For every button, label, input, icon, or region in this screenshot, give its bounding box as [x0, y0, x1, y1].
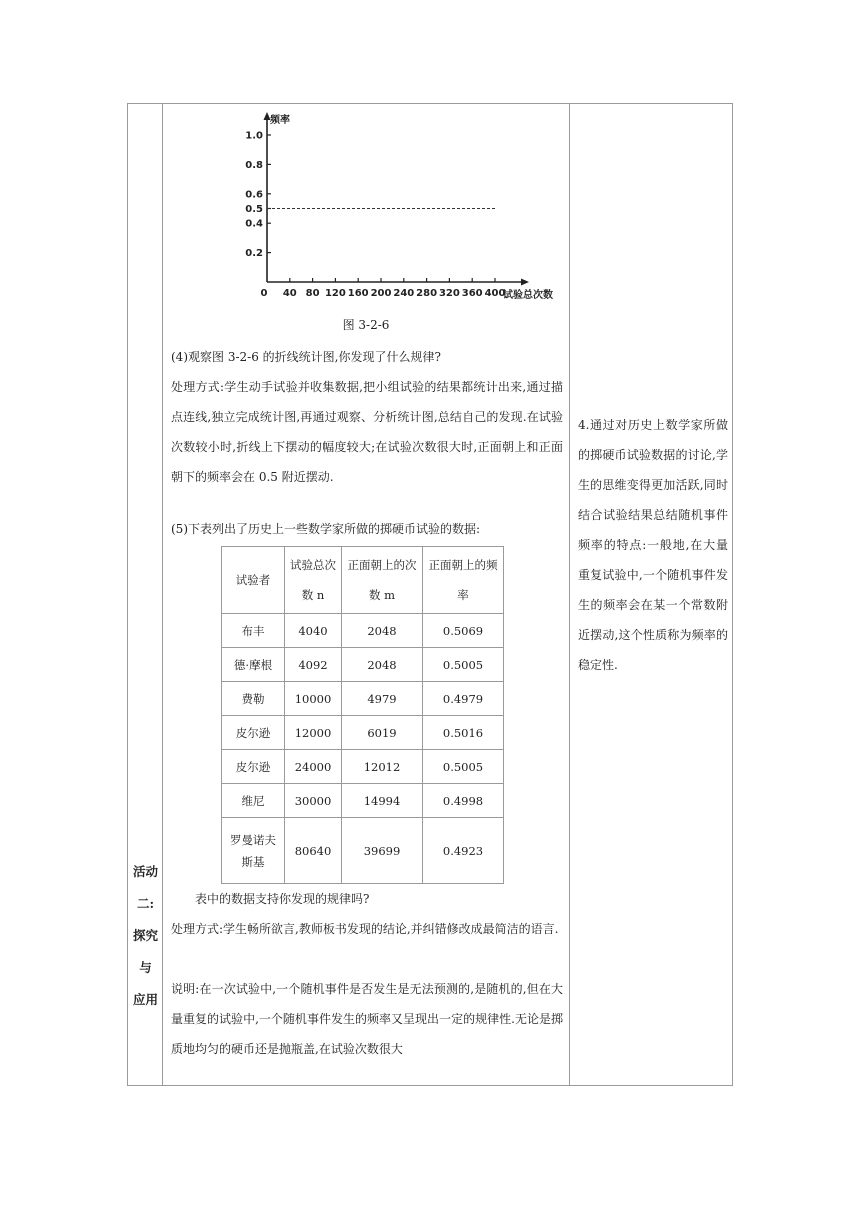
activity-column	[128, 104, 163, 1085]
table-cell: 0.4923	[423, 818, 504, 884]
lesson-table	[127, 103, 733, 1086]
question-4: (4)观察图 3-2-6 的折线统计图,你发现了什么规律?	[171, 350, 441, 364]
coin-toss-table	[221, 546, 504, 884]
table-cell: 12000	[285, 716, 342, 750]
table-row	[222, 716, 504, 750]
frequency-chart	[207, 110, 553, 310]
table-cell: 80640	[285, 818, 342, 884]
table-cell: 12012	[342, 750, 423, 784]
table-cell: 布丰	[222, 614, 285, 648]
x-tick-label: 320	[438, 288, 460, 299]
y-axis-label: 频率	[270, 115, 290, 126]
y-tick-label: 0.6	[245, 189, 263, 201]
table-row	[222, 682, 504, 716]
activity-label-line: 应用	[132, 992, 158, 1007]
chart-axes	[264, 112, 530, 286]
x-tick-label: 80	[305, 288, 320, 299]
table-cell: 罗曼诺夫斯基	[222, 818, 285, 884]
content-column	[163, 104, 569, 1085]
table-cell: 皮尔逊	[222, 716, 285, 750]
header-experimenter: 试验者	[222, 547, 285, 614]
table-cell: 4979	[342, 682, 423, 716]
activity-label-line: 与	[139, 960, 152, 975]
figure-caption: 图 3-2-6	[342, 318, 390, 332]
table-row	[222, 784, 504, 818]
design-intent-note: 4.通过对历史上数学家所做的掷硬币试验数据的讨论,学生的思维变得更加活跃,同时结合试验结果总结随机事件频率的特点:一般地,在大量重复试验中,一个随机事件发生的频率会在某一个常数附近摆动,这个性质称为频率的稳定性.	[578, 418, 728, 672]
table-cell: 0.4998	[423, 784, 504, 818]
method-paragraph-1: 处理方式:学生动手试验并收集数据,把小组试验的结果都统计出来,通过描点连线,独立完成统计图,再通过观察、分析统计图,总结自己的发现.在试验次数较小时,折线上下摆动的幅度较大;在试验次数很大时,正面朝上和正面朝下的频率会在 0.5 附近摆动.	[171, 380, 563, 484]
x-tick-label: 120	[324, 288, 346, 299]
y-tick-label: 0.4	[245, 218, 263, 230]
table-cell: 39699	[342, 818, 423, 884]
table-cell: 费勒	[222, 682, 285, 716]
x-axis-label: 试验总次数	[503, 290, 553, 301]
table-cell: 4040	[285, 614, 342, 648]
table-cell: 0.5005	[423, 648, 504, 682]
x-tick-label: 280	[416, 288, 438, 299]
note-paragraph: 说明:在一次试验中,一个随机事件是否发生是无法预测的,是随机的,但在大量重复的试验中,一个随机事件发生的频率又呈现出一定的规律性.无论是掷质地均匀的硬币还是抛瓶盖,在试验次数很大	[171, 982, 563, 1056]
table-cell: 4092	[285, 648, 342, 682]
activity-label-line: 二:	[136, 896, 155, 911]
table-cell: 德·摩根	[222, 648, 285, 682]
x-tick-label: 200	[370, 288, 392, 299]
header-total-trials: 试验总次数 n	[285, 547, 342, 614]
y-tick-label: 0.8	[245, 159, 263, 171]
activity-label	[128, 856, 163, 1016]
table-cell: 0.5016	[423, 716, 504, 750]
table-row	[222, 614, 504, 648]
activity-label-line: 探究	[132, 928, 158, 943]
table-row	[222, 818, 504, 884]
table-cell: 0.5069	[423, 614, 504, 648]
y-tick-label: 1.0	[245, 130, 263, 142]
x-tick-label: 0	[260, 288, 268, 299]
header-heads-frequency: 正面朝上的频率	[423, 547, 504, 614]
header-heads-count: 正面朝上的次数 m	[342, 547, 423, 614]
y-tick-label: 0.2	[245, 248, 263, 260]
question-5: (5)下表列出了历史上一些数学家所做的掷硬币试验的数据:	[171, 522, 481, 536]
question-table-support: 表中的数据支持你发现的规律吗?	[195, 892, 370, 906]
table-cell: 24000	[285, 750, 342, 784]
activity-label-line: 活动	[132, 864, 158, 879]
table-cell: 30000	[285, 784, 342, 818]
x-axis-arrow	[521, 279, 529, 286]
table-cell: 维尼	[222, 784, 285, 818]
table-row	[222, 648, 504, 682]
table-cell: 10000	[285, 682, 342, 716]
x-tick-label: 40	[282, 288, 297, 299]
x-tick-label: 240	[393, 288, 415, 299]
y-tick-label: 0.5	[245, 204, 263, 215]
table-cell: 皮尔逊	[222, 750, 285, 784]
notes-column	[569, 104, 734, 1085]
table-cell: 2048	[342, 614, 423, 648]
table-header-row	[222, 547, 504, 614]
table-cell: 0.4979	[423, 682, 504, 716]
x-tick-label: 400	[484, 288, 506, 299]
method-paragraph-2: 处理方式:学生畅所欲言,教师板书发现的结论,并纠错修改成最简洁的语言.	[171, 922, 559, 936]
table-row	[222, 750, 504, 784]
x-tick-label: 160	[347, 288, 369, 299]
table-cell: 0.5005	[423, 750, 504, 784]
table-cell: 2048	[342, 648, 423, 682]
table-cell: 6019	[342, 716, 423, 750]
x-tick-label: 360	[461, 288, 483, 299]
table-cell: 14994	[342, 784, 423, 818]
